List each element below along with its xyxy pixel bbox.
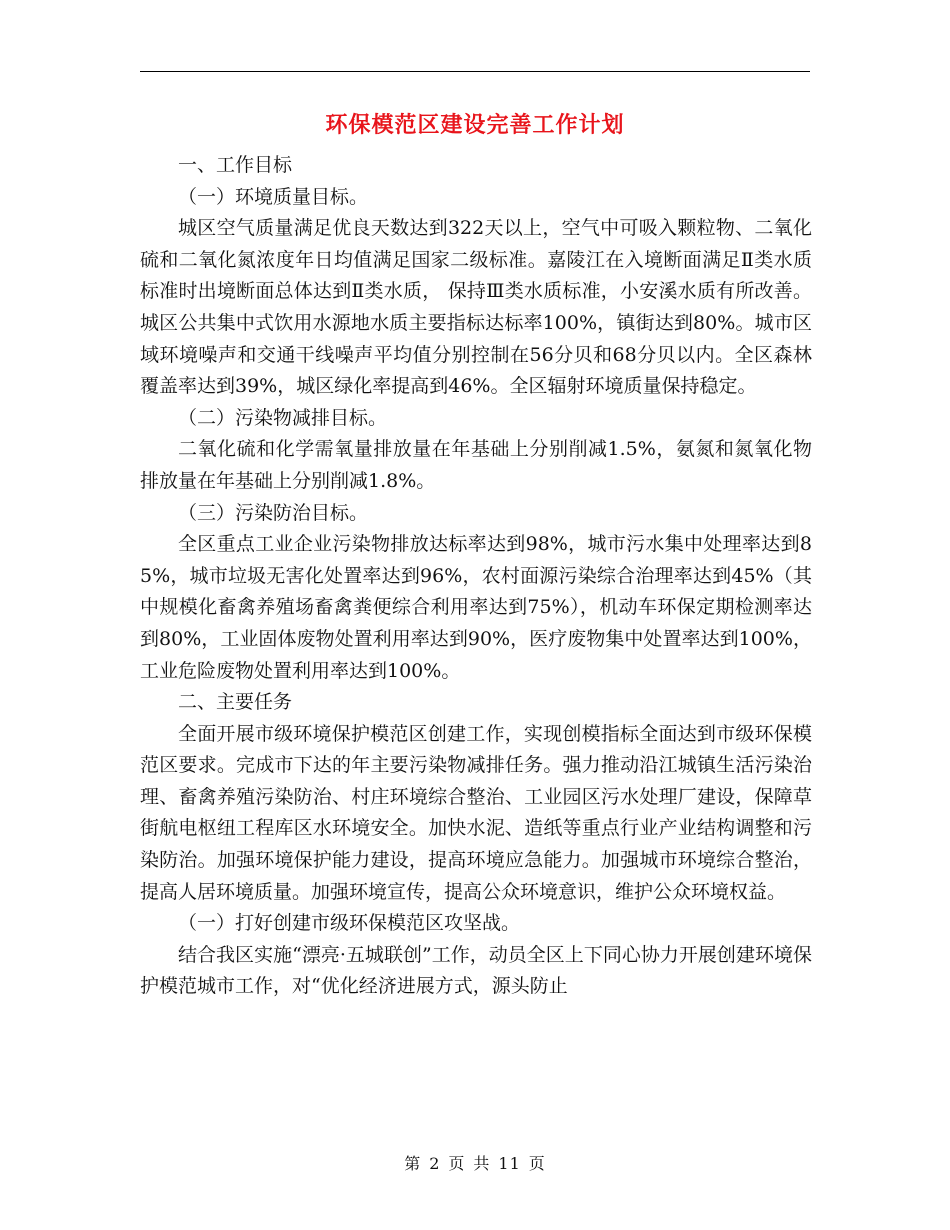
page-label-prefix: 第 (404, 1154, 422, 1173)
subheading-pollution-control: （三）污染防治目标。 (178, 501, 369, 524)
subheading-pollutant-reduction: （二）污染物减排目标。 (178, 406, 388, 429)
page-footer (0, 1153, 950, 1175)
paragraph-model-district: 结合我区实施“漂亮·五城联创”工作，动员全区上下同心协力开展创建环境保护模范城市工作，对“优化经济进展方式，源头防止 (140, 943, 812, 998)
current-page-number: 2 (429, 1154, 441, 1173)
section-heading-goals: 一、工作目标 (178, 154, 293, 176)
paragraph-pollutant-reduction: 二氧化硫和化学需氧量排放量在年基础上分别削减1.5%，氨氮和氮氧化物排放量在年基础上分别削减1.8%。 (140, 438, 812, 492)
total-pages-number: 11 (498, 1154, 521, 1173)
page-label-suffix: 页 (528, 1154, 546, 1173)
paragraph-environment-quality: 城区空气质量满足优良天数达到322天以上，空气中可吸入颗粒物、二氧化硫和二氧化氮浓度年日均值满足国家二级标准。嘉陵江在入境断面满足Ⅱ类水质标准时出境断面总体达到Ⅱ类水质， 保持Ⅲ类水质标准，小安溪水质有所改善。城区公共集中式饮用水源地水质主要指标达标率100%，镇街达到80%。城市区域环境噪声和交通干线噪声平均值分别控制在56分贝和68分贝以内。全区森林覆盖率达到39%，城区绿化率提高到46%。全区辐射环境质量保持稳定。 (140, 217, 812, 398)
subheading-environment-quality: （一）环境质量目标。 (178, 185, 369, 208)
document-title: 环保模范区建设完善工作计划 (325, 112, 625, 138)
section-heading-tasks: 二、主要任务 (178, 691, 293, 714)
subheading-model-district: （一）打好创建市级环保模范区攻坚战。 (178, 912, 521, 935)
total-label: 共 (473, 1154, 491, 1173)
paragraph-main-tasks: 全面开展市级环境保护模范区创建工作，实现创模指标全面达到市级环保模范区要求。完成市下达的年主要污染物减排任务。强力推动沿江城镇生活污染治理、畜禽养殖污染防治、村庄环境综合整治、工业园区污水处理厂建设，保障草街航电枢纽工程库区水环境安全。加快水泥、造纸等重点行业产业结构调整和污染防治。加强环境保护能力建设，提高环境应急能力。加强城市环境综合整治，提高人居环境质量。加强环境宣传，提高公众环境意识，维护公众环境权益。 (140, 722, 812, 903)
page-label-mid: 页 (448, 1154, 466, 1173)
paragraph-pollution-control: 全区重点工业企业污染物排放达标率达到98%，城市污水集中处理率达到85%，城市垃圾无害化处置率达到96%，农村面源污染综合治理率达到45%（其中规模化畜禽养殖场畜禽粪便综合利用率达到75%），机动车环保定期检测率达到80%，工业固体废物处置利用率达到90%，医疗废物集中处置率达到100%，工业危险废物处置利用率达到100%。 (140, 533, 812, 682)
document-body (140, 150, 812, 1003)
header-rule (140, 71, 810, 72)
